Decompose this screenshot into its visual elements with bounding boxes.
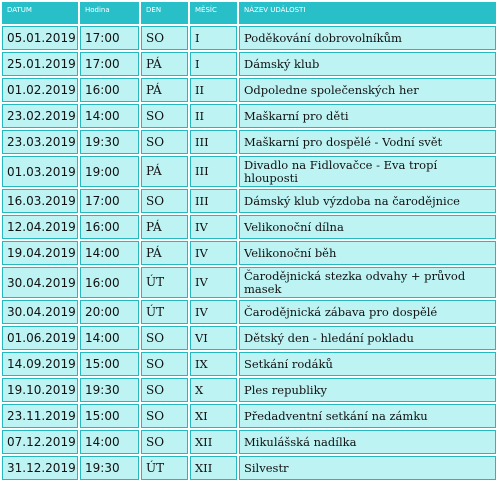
cell-day: SO [141,26,188,50]
cell-day: PÁ [141,78,188,102]
cell-month: III [190,156,237,187]
table-row [2,52,496,76]
cell-event-name: Setkání rodáků [239,352,496,376]
cell-time: 14:00 [80,326,139,350]
cell-month: IV [190,300,237,324]
column-header-day[interactable]: DEN [141,2,188,24]
cell-day: ÚT [141,456,188,480]
cell-event-name: Předadventní setkání na zámku [239,404,496,428]
cell-day: ÚT [141,267,188,298]
cell-time: 16:00 [80,267,139,298]
cell-time: 19:00 [80,156,139,187]
cell-date: 31.12.2019 [2,456,78,480]
cell-time: 15:00 [80,404,139,428]
cell-day: PÁ [141,156,188,187]
table-row [2,156,496,187]
column-header-time[interactable]: Hodina [80,2,139,24]
cell-date: 16.03.2019 [2,189,78,213]
cell-month: I [190,26,237,50]
cell-day: PÁ [141,52,188,76]
cell-month: XI [190,404,237,428]
cell-month: X [190,378,237,402]
column-header-month[interactable]: MĚSÍC [190,2,237,24]
cell-time: 17:00 [80,26,139,50]
table-header-row [2,2,496,24]
cell-month: III [190,189,237,213]
table-body [2,26,496,480]
cell-day: PÁ [141,215,188,239]
cell-day: SO [141,326,188,350]
cell-month: IV [190,215,237,239]
table-row [2,352,496,376]
cell-date: 23.11.2019 [2,404,78,428]
cell-event-name: Silvestr [239,456,496,480]
cell-month: XII [190,430,237,454]
table-row [2,26,496,50]
cell-event-name: Dámský klub [239,52,496,76]
cell-date: 01.06.2019 [2,326,78,350]
cell-date: 14.09.2019 [2,352,78,376]
cell-date: 19.04.2019 [2,241,78,265]
cell-time: 14:00 [80,241,139,265]
cell-event-name: Ples republiky [239,378,496,402]
cell-event-name: Velikonoční dílna [239,215,496,239]
column-header-event-name[interactable]: NÁZEV UDÁLOSTI [239,2,496,24]
cell-day: SO [141,430,188,454]
column-header-date[interactable]: DATUM [2,2,78,24]
cell-time: 16:00 [80,215,139,239]
cell-day: SO [141,189,188,213]
table-row [2,189,496,213]
cell-date: 07.12.2019 [2,430,78,454]
cell-event-name: Dámský klub výzdoba na čarodějnice [239,189,496,213]
cell-day: SO [141,352,188,376]
table-row [2,300,496,324]
cell-event-name: Odpoledne společenských her [239,78,496,102]
cell-date: 30.04.2019 [2,300,78,324]
cell-date: 19.10.2019 [2,378,78,402]
cell-date: 05.01.2019 [2,26,78,50]
cell-day: SO [141,404,188,428]
cell-day: ÚT [141,300,188,324]
cell-month: IV [190,267,237,298]
cell-day: SO [141,378,188,402]
cell-time: 16:00 [80,78,139,102]
cell-date: 30.04.2019 [2,267,78,298]
cell-event-name: Poděkování dobrovolníkům [239,26,496,50]
cell-time: 14:00 [80,430,139,454]
cell-day: SO [141,104,188,128]
cell-event-name: Velikonoční běh [239,241,496,265]
cell-month: I [190,52,237,76]
cell-date: 01.03.2019 [2,156,78,187]
cell-time: 17:00 [80,189,139,213]
cell-event-name: Čarodějnická stezka odvahy + průvod masek [239,267,496,298]
cell-day: SO [141,130,188,154]
cell-month: XII [190,456,237,480]
cell-time: 14:00 [80,104,139,128]
table-row [2,404,496,428]
table-row [2,241,496,265]
cell-time: 19:30 [80,456,139,480]
cell-month: IX [190,352,237,376]
table-row [2,215,496,239]
cell-time: 19:30 [80,378,139,402]
table-row [2,326,496,350]
cell-time: 15:00 [80,352,139,376]
cell-date: 23.02.2019 [2,104,78,128]
cell-event-name: Maškarní pro dospělé - Vodní svět [239,130,496,154]
cell-date: 01.02.2019 [2,78,78,102]
cell-date: 23.03.2019 [2,130,78,154]
cell-event-name: Maškarní pro děti [239,104,496,128]
cell-event-name: Dětský den - hledání pokladu [239,326,496,350]
cell-date: 12.04.2019 [2,215,78,239]
cell-time: 19:30 [80,130,139,154]
cell-time: 17:00 [80,52,139,76]
cell-month: II [190,104,237,128]
cell-event-name: Mikulášská nadílka [239,430,496,454]
cell-date: 25.01.2019 [2,52,78,76]
table-row [2,430,496,454]
cell-month: III [190,130,237,154]
cell-month: IV [190,241,237,265]
cell-event-name: Divadlo na Fidlovačce - Eva tropí hlouposti [239,156,496,187]
table-row [2,267,496,298]
table-row [2,378,496,402]
cell-event-name: Čarodějnická zábava pro dospělé [239,300,496,324]
cell-month: II [190,78,237,102]
cell-time: 20:00 [80,300,139,324]
cell-month: VI [190,326,237,350]
table-row [2,78,496,102]
cell-day: PÁ [141,241,188,265]
table-row [2,104,496,128]
table-row [2,130,496,154]
table-row [2,456,496,480]
